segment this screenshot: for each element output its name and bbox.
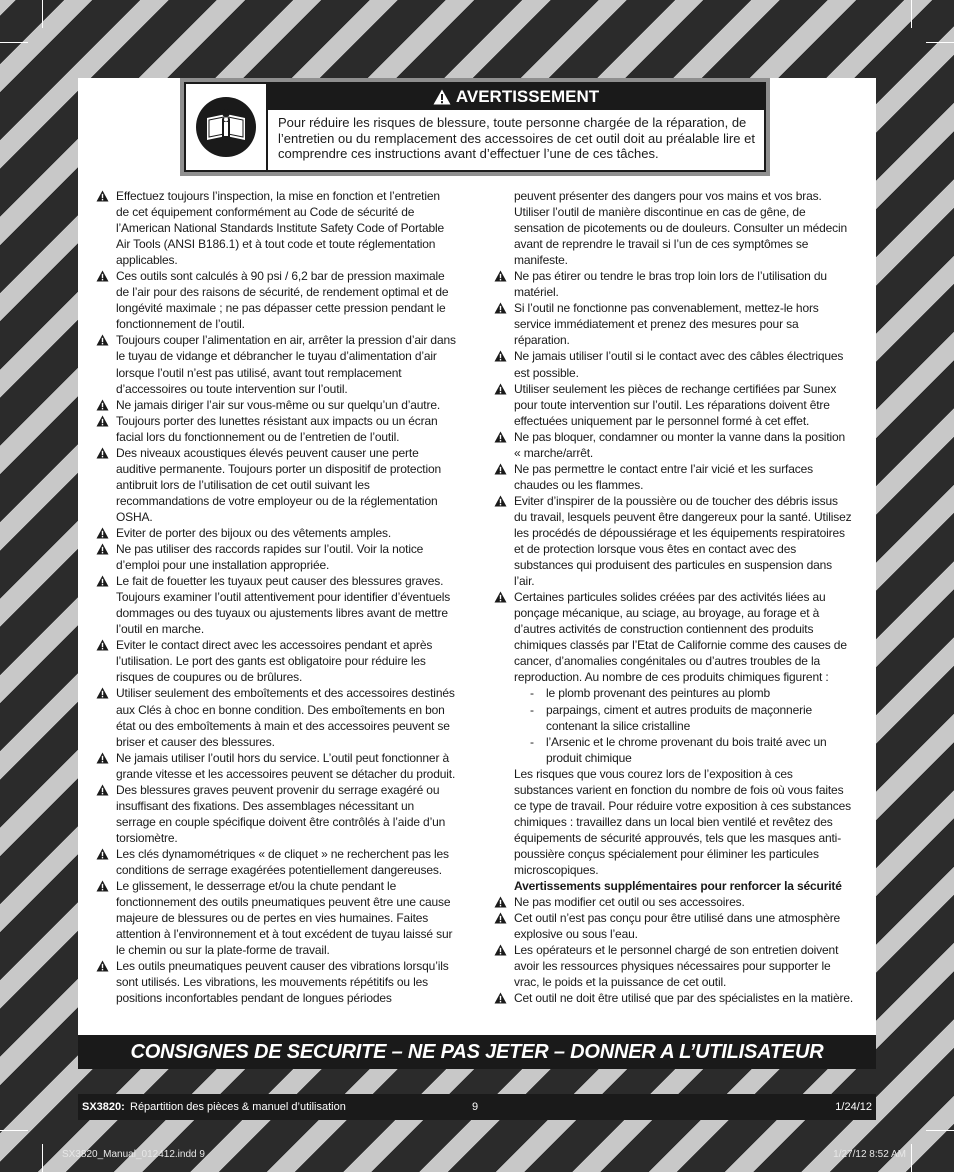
warning-triangle-icon bbox=[96, 960, 109, 972]
warning-triangle-icon bbox=[494, 383, 507, 395]
warning-item bbox=[494, 429, 854, 461]
warning-triangle-icon bbox=[96, 415, 109, 427]
warning-item-text: Toujours porter des lunettes résistant aux impacts ou un écran facial lors du fonctionnement ou de l’entretien de l’outil. bbox=[116, 413, 438, 444]
warning-item bbox=[494, 493, 854, 589]
warning-item-text: Eviter le contact direct avec les accessoires pendant et après l’utilisation. Le port des gants est obligatoire pour réduire les risques de coupures ou de brûlures. bbox=[116, 638, 433, 685]
footer-model: SX3820: bbox=[82, 1101, 125, 1113]
warning-item-text: Les opérateurs et le personnel chargé de son entretien doivent avoir les ressources physiques nécessaires pour supporter le vrac, le poids et la puissance de cet outil. bbox=[514, 943, 839, 990]
warning-item-text: Ne jamais utiliser l’outil hors du service. L’outil peut fonctionner à grande vitesse et les accessoires peuvent se détacher du produit. bbox=[116, 750, 456, 781]
dash-bullet: - bbox=[530, 734, 534, 749]
warning-item-text: Les outils pneumatiques peuvent causer des vibrations lorsqu’ils sont utilisés. Les vibrations, les mouvements répétitifs ou les positions inconfortables pendant de longues périodes bbox=[116, 959, 449, 1006]
warning-item bbox=[96, 958, 456, 1006]
warning-item bbox=[96, 268, 456, 332]
warning-item bbox=[494, 268, 854, 300]
safety-banner: CONSIGNES DE SECURITE – NE PAS JETER – DONNER A L’UTILISATEUR bbox=[78, 1035, 876, 1069]
warning-item-text: Ne jamais diriger l’air sur vous-même ou sur quelqu’un d’autre. bbox=[116, 397, 441, 412]
warning-item bbox=[96, 750, 456, 782]
additional-items bbox=[494, 894, 854, 1006]
warning-item bbox=[494, 589, 854, 685]
footer-page-number: 9 bbox=[472, 1101, 479, 1113]
crop-mark bbox=[42, 0, 43, 28]
warning-item bbox=[96, 878, 456, 958]
warning-item bbox=[494, 381, 854, 429]
footer-date: 1/24/12 bbox=[835, 1101, 872, 1113]
warning-item-text: Ne pas étirer ou tendre le bras trop loin lors de l’utilisation du matériel. bbox=[514, 269, 827, 300]
manual-page bbox=[78, 78, 876, 1063]
warning-item-text: Des blessures graves peuvent provenir du serrage exagéré ou insuffisant des fixations. Des assemblages nécessitant un serrage en couple spécifique doivent être contrôlés à l’aide d’un torsiomètre. bbox=[116, 782, 446, 845]
warning-item-text: Ne pas bloquer, condamner ou monter la vanne dans la position « marche/arrêt. bbox=[514, 429, 846, 460]
warning-item bbox=[96, 332, 456, 396]
warning-triangle-icon bbox=[494, 944, 507, 956]
warning-item bbox=[494, 894, 854, 910]
warning-item-text: Si l’outil ne fonctionne pas convenablement, mettez-le hors service immédiatement et prenez des mesures pour sa réparation. bbox=[514, 301, 819, 348]
warning-box-inner bbox=[184, 82, 766, 172]
warning-triangle-icon bbox=[96, 639, 109, 651]
warning-triangle-icon bbox=[96, 334, 109, 346]
warning-triangle-icon bbox=[494, 302, 507, 314]
crop-mark bbox=[0, 1130, 28, 1131]
warning-item-text: Effectuez toujours l’inspection, la mise en fonction et l’entretien de cet équipement conformément au Code de sécurité de l’American National Standards Institute Safety Code of Portable Air Tools (ANSI B186.1) et à tout code et toute réglementation applicables. bbox=[116, 189, 445, 268]
warning-triangle-icon bbox=[494, 591, 507, 603]
warning-item bbox=[96, 413, 456, 445]
warning-item-text: Le glissement, le desserrage et/ou la chute pendant le fonctionnement des outils pneumatiques peuvent être une cause majeure de blessures ou de pertes en vies humaines. Faites attention à l’environnement et à tout excédent de tuyau laissé sur le chemin ou sur la plate-forme de travail. bbox=[116, 879, 453, 958]
exposure-paragraph: Les risques que vous courez lors de l’exposition à ces substances varient en fonction du nombre de fois où vous faites ce type de travail. Pour réduire votre exposition à ces substances chimiques : travaillez dans un local bien ventilé et revêtez des équipements de sécurité approuvés, tels que les masques anti-poussière conçus spécialement pour éliminer les particules microscopiques. bbox=[514, 766, 851, 877]
warning-triangle-icon bbox=[96, 447, 109, 459]
warning-triangle-icon bbox=[96, 527, 109, 539]
page-footer bbox=[78, 1094, 876, 1120]
warning-triangle-icon bbox=[96, 543, 109, 555]
warning-item-text: Utiliser seulement les pièces de rechange certifiées par Sunex pour toute intervention sur l’outil. Les réparations doivent être effectuées uniquement par le personnel formé à cet effet. bbox=[514, 381, 837, 428]
warning-item bbox=[96, 685, 456, 749]
warning-item-text: Certaines particules solides créées par des activités liées au ponçage mécanique, au sciage, au broyage, au forage et à d’autres activités de construction contiennent des produits chimiques classés par l’Etat de Californie comme des causes de cancer, d’anomalies congénitales ou d’autres troubles de la reproduction. Au nombre de ces produits chimiques figurent : bbox=[514, 590, 847, 685]
warning-triangle-icon bbox=[96, 575, 109, 587]
warning-item bbox=[96, 188, 456, 268]
warning-item bbox=[494, 461, 854, 493]
warning-triangle-icon bbox=[96, 752, 109, 764]
warning-item-text: Ne jamais utiliser l’outil si le contact avec des câbles électriques est possible. bbox=[514, 349, 844, 380]
warning-item bbox=[96, 637, 456, 685]
crop-mark bbox=[42, 1144, 43, 1172]
warning-icon-cell bbox=[186, 84, 268, 170]
slug-timestamp: 1/27/12 8:52 AM bbox=[833, 1149, 906, 1160]
warning-item bbox=[96, 541, 456, 573]
sublist-item-text: le plomb provenant des peintures au plomb bbox=[546, 686, 770, 701]
warning-triangle-icon bbox=[96, 848, 109, 860]
warning-item-text: Eviter d’inspirer de la poussière ou de toucher des débris issus du travail, lesquels peuvent être dangereux pour la santé. Utilisez les procédés de dépoussiérage et les équipements respiratoires et de protection lorsque vous êtes en contact avec des substances qui produisent des particules en suspension dans l’air. bbox=[514, 493, 852, 589]
warning-item-text: Eviter de porter des bijoux ou des vêtements amples. bbox=[116, 525, 392, 540]
right-column bbox=[494, 188, 854, 1006]
warning-item-text: Cet outil ne doit être utilisé que par des spécialistes en la matière. bbox=[514, 991, 854, 1006]
warning-item bbox=[494, 942, 854, 990]
warning-triangle-icon bbox=[433, 89, 451, 105]
right-items bbox=[494, 268, 854, 685]
warning-triangle-icon bbox=[96, 190, 109, 202]
sublist-item-text: parpaings, ciment et autres produits de maçonnerie contenant la silice cristalline bbox=[546, 702, 812, 733]
warning-triangle-icon bbox=[494, 463, 507, 475]
warning-item-text: Cet outil n’est pas conçu pour être utilisé dans une atmosphère explosive ou sous l’eau. bbox=[514, 911, 841, 942]
warning-item bbox=[494, 910, 854, 942]
read-manual-icon bbox=[195, 96, 257, 158]
warning-triangle-icon bbox=[494, 495, 507, 507]
warning-item-text: Les clés dynamométriques « de cliquet » ne recherchent pas les conditions de serrage exagérées potentiellement dangereuses. bbox=[116, 846, 449, 877]
warning-item-text: Ne pas permettre le contact entre l’air vicié et les surfaces chaudes ou les flammes. bbox=[514, 461, 813, 492]
crop-mark bbox=[911, 0, 912, 28]
warning-triangle-icon bbox=[494, 350, 507, 362]
warning-item-text: Ne pas modifier cet outil ou ses accessoires. bbox=[514, 895, 745, 910]
warning-header bbox=[268, 84, 764, 110]
dash-bullet: - bbox=[530, 702, 534, 717]
warning-item bbox=[96, 782, 456, 846]
warning-item-text: Toujours couper l’alimentation en air, arrêter la pression d’air dans le tuyau de vidange et débrancher le tuyau d’alimentation d’air lorsque l’outil n’est pas utilisé, avant tout remplacement d’accessoires ou toute intervention sur l’outil. bbox=[116, 333, 456, 396]
slug-filename: SX3820_Manual_012412.indd 9 bbox=[62, 1149, 205, 1160]
warning-title: AVERTISSEMENT bbox=[455, 87, 600, 106]
warning-triangle-icon bbox=[96, 687, 109, 699]
warning-item-text: Utiliser seulement des emboîtements et des accessoires destinés aux Clés à choc en bonne condition. Des emboîtements en bon état ou des emboîtements à main et des accessoires peuvent se briser et causer des blessures. bbox=[116, 686, 455, 749]
warning-triangle-icon bbox=[494, 270, 507, 282]
warning-triangle-icon bbox=[494, 896, 507, 908]
crop-mark bbox=[0, 42, 28, 43]
sublist-item bbox=[494, 734, 854, 766]
warning-item-text: Ne pas utiliser des raccords rapides sur l’outil. Voir la notice d’emploi pour une installation appropriée. bbox=[116, 542, 424, 573]
warning-item bbox=[494, 348, 854, 380]
warning-item bbox=[96, 525, 456, 541]
warning-item bbox=[96, 846, 456, 878]
footer-description: Répartition des pièces & manuel d’utilisation bbox=[130, 1101, 346, 1113]
warning-triangle-icon bbox=[96, 880, 109, 892]
crop-mark bbox=[926, 42, 954, 43]
warning-item bbox=[494, 300, 854, 348]
dash-bullet: - bbox=[530, 686, 534, 701]
left-column bbox=[96, 188, 456, 1006]
warning-triangle-icon bbox=[494, 912, 507, 924]
crop-mark bbox=[911, 1144, 912, 1172]
sublist-item-text: l’Arsenic et le chrome provenant du bois traité avec un produit chimique bbox=[546, 734, 827, 765]
warning-triangle-icon bbox=[96, 399, 109, 411]
warning-triangle-icon bbox=[96, 270, 109, 282]
chemical-sublist bbox=[494, 685, 854, 765]
warning-item bbox=[96, 573, 456, 637]
warning-text: Pour réduire les risques de blessure, toute personne chargée de la réparation, de l’entretien ou du remplacement des accessoires de cet outil doit au préalable lire et comprendre ces instructions avant d’effectuer l’une de ces tâches. bbox=[278, 115, 755, 161]
additional-warnings-heading: Avertissements supplémentaires pour renforcer la sécurité bbox=[514, 879, 842, 894]
warning-item-text: Ces outils sont calculés à 90 psi / 6,2 bar de pression maximale de l’air pour des raisons de sécurité, de rendement optimal et de longévité maximale ; ne pas dépasser cette pression pendant le fonctionnement de l’outil. bbox=[116, 269, 449, 332]
sublist-item bbox=[494, 702, 854, 734]
warning-item bbox=[96, 445, 456, 525]
warning-triangle-icon bbox=[96, 784, 109, 796]
warning-triangle-icon bbox=[494, 431, 507, 443]
warning-item bbox=[96, 397, 456, 413]
crop-mark bbox=[926, 1130, 954, 1131]
warning-box bbox=[180, 78, 770, 176]
warning-item-text: Des niveaux acoustiques élevés peuvent causer une perte auditive permanente. Toujours porter un dispositif de protection antibruit lors de l’utilisation de cet outil suivant les recommandations de votre employeur ou de la réglementation OSHA. bbox=[116, 445, 442, 524]
warning-triangle-icon bbox=[494, 992, 507, 1004]
sublist-item bbox=[494, 685, 854, 701]
warning-item bbox=[494, 990, 854, 1006]
continuation-text: peuvent présenter des dangers pour vos mains et vos bras. Utiliser l’outil de manière discontinue en cas de gêne, de sensation de picotements ou de douleurs. Consulter un médecin avant de reprendre le travail si l’un de ces symptômes se manifeste. bbox=[514, 189, 848, 268]
warning-item-text: Le fait de fouetter les tuyaux peut causer des blessures graves. Toujours examiner l’outil attentivement pour identifier d’éventuels dommages ou des tuyaux ou ajustements libres avant de mettre l’outil en marche. bbox=[116, 574, 451, 637]
